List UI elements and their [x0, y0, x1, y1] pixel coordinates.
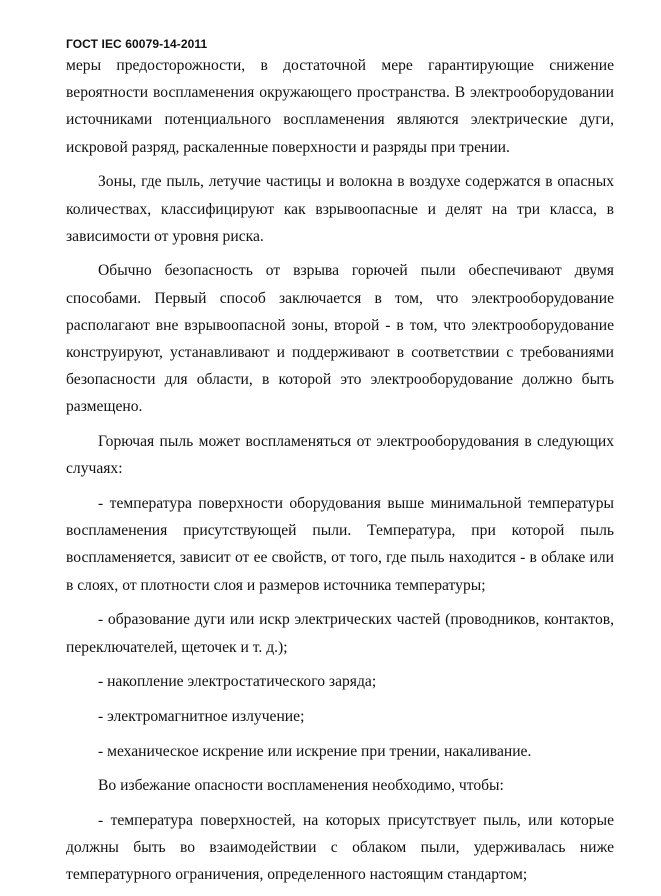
list-item-surface-temperature: - температура поверхности оборудования выше минимальной температуры воспламенения присутствующей пыли. Температура, при которой пыль воспламеняется, зависит от ее свойств, от того, где пыль находится - в облаке или в слоях, от плотности слоя и размеров источника температуры; — [66, 495, 614, 594]
paragraph-ignition-cases-intro: Горючая пыль может воспламеняться от электрооборудования в следующих случаях: — [66, 433, 614, 478]
list-item-arcs-sparks: - образование дуги или искр электрических частей (проводников, контактов, переключателей, щеточек и т. д.); — [66, 611, 614, 656]
list-item-mechanical-sparking: - механическое искрение или искрение при трении, накаливание. — [98, 742, 532, 760]
standard-header: ГОСТ IEC 60079-14-2011 — [66, 37, 208, 51]
paragraph-continuation: меры предосторожности, в достаточной мере гарантирующие снижение вероятности воспламенения окружающего пространства. В электрооборудовании источниками потенциального воспламенения являются электрические дуги, искровой разряд, раскаленные поверхности и разряды при трении. — [66, 57, 614, 156]
list-item-electromagnetic-radiation: - электромагнитное излучение; — [98, 707, 305, 725]
list-item-temperature-limit: - температура поверхностей, на которых присутствует пыль, или которые должны быть во взаимодействии с облаком пыли, удерживалась ниже температурного ограничения, определенного настоящим стандартом; — [66, 812, 614, 884]
list-item-electrostatic-charge: - накопление электростатического заряда; — [98, 673, 377, 691]
paragraph-prevention-intro: Во избежание опасности воспламенения необходимо, чтобы: — [98, 777, 504, 795]
paragraph-safety-methods: Обычно безопасность от взрыва горючей пыли обеспечивают двумя способами. Первый способ заключается в том, что электрооборудование располагают вне взрывоопасной зоны, второй - в том, что электрооборудование конструируют, устанавливают и поддерживают в соответствии с требованиями безопасности для области, в которой это электрооборудование должно быть размещено. — [66, 262, 614, 416]
paragraph-hazard-zones: Зоны, где пыль, летучие частицы и волокна в воздухе содержатся в опасных количествах, классифицируют как взрывоопасные и делят на три класса, в зависимости от уровня риска. — [66, 173, 614, 245]
document-body — [66, 52, 614, 896]
